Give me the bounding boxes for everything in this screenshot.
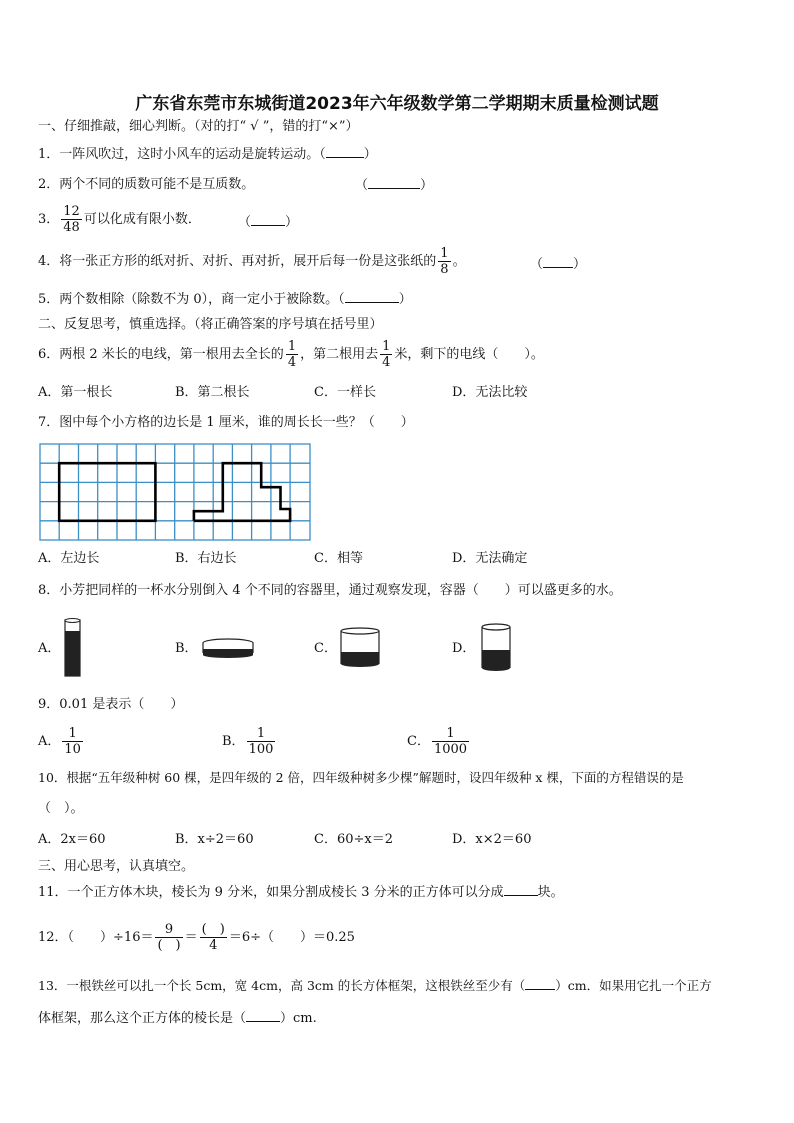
fraction (432, 726, 469, 757)
answer-blank[interactable] (326, 145, 364, 158)
denominator: 8 (440, 262, 449, 277)
question-8-text: 8．小芳把同样的一杯水分别倒入 4 个不同的容器里，通过观察发现，容器（ ）可以盛更多的水。 (38, 583, 622, 598)
question-13-text: 体框架，那么这个正方体的棱长是（ (38, 1011, 247, 1026)
question-10-line-1: 10．根据“五年级种树 60 棵，是四年级的 2 倍，四年级种树多少棵”解题时，设四年级种 x 棵，下面的方程错误的是 (38, 770, 684, 785)
tall-narrow-container-icon (63, 617, 83, 679)
denominator: 4 (382, 355, 391, 370)
denominator: 10 (64, 742, 81, 757)
fraction (200, 922, 227, 953)
question-3-answer (238, 213, 298, 232)
fraction (247, 726, 276, 757)
option-b[interactable]: B．右边长 (175, 551, 237, 566)
question-5 (38, 290, 412, 309)
question-12 (38, 922, 355, 953)
option-a[interactable]: A．第一根长 (38, 385, 113, 400)
question-10-line-2: （ ）。 (38, 801, 84, 816)
option-b[interactable]: B． (175, 641, 198, 656)
question-4-answer (530, 255, 586, 274)
question-3-text: 可以化成有限小数． (83, 212, 201, 227)
question-3 (38, 204, 201, 235)
numerator-blank[interactable]: ( ) (201, 922, 225, 937)
option-b[interactable] (222, 726, 277, 757)
numerator: 1 (432, 726, 469, 742)
fraction (61, 204, 82, 235)
question-13-text: ）cm. (280, 1011, 317, 1026)
option-a[interactable]: A．2x＝60 (38, 832, 106, 847)
option-d[interactable]: D．无法确定 (452, 551, 528, 566)
question-1 (38, 145, 377, 164)
medium-tall-container-icon (478, 622, 514, 674)
section-2-heading: 二、反复思考，慎重选择。（将正确答案的序号填在括号里） (38, 317, 383, 332)
question-6-text: 米，剩下的电线（ ）。 (394, 347, 544, 362)
option-label: A． (38, 734, 61, 749)
fraction (286, 339, 298, 370)
denominator: 4 (287, 355, 297, 370)
option-c[interactable]: C．相等 (314, 551, 363, 566)
option-c[interactable] (407, 726, 471, 757)
paren: （ (238, 215, 252, 230)
grid-lines (40, 444, 310, 540)
question-6 (38, 339, 544, 370)
fraction (155, 922, 182, 953)
option-d[interactable]: D．x×2＝60 (452, 832, 532, 847)
punct: 。 (452, 254, 466, 269)
medium-wide-container-icon (338, 626, 382, 670)
option-d[interactable]: D． (452, 641, 476, 656)
left-rectangle (59, 463, 155, 521)
option-c[interactable]: C． (314, 641, 337, 656)
numerator: 1 (382, 339, 391, 354)
question-4 (38, 246, 466, 277)
denominator: 1000 (433, 742, 468, 757)
numerator: 1 (247, 726, 276, 742)
question-11-text: 11．一个正方体木块，棱长为 9 分米，如果分割成棱长 3 分米的正方体可以分成 (38, 885, 504, 900)
option-label: C． (407, 734, 430, 749)
answer-blank[interactable] (543, 255, 573, 268)
question-13-text: 13．一根铁丝可以扎一个长 5cm，宽 4cm，高 3cm 的长方体框架，这根铁丝至少有（ (38, 978, 526, 993)
paren: ） (573, 257, 587, 272)
paren: ） (420, 178, 434, 193)
answer-blank[interactable] (251, 213, 285, 226)
option-c[interactable]: C．60÷x＝2 (314, 832, 393, 847)
question-5-text: 5．两个数相除（除数不为 0），商一定小于被除数。（ (38, 292, 345, 307)
question-13-line-2 (38, 1009, 317, 1028)
option-label: B． (222, 734, 245, 749)
question-6-text: 6．两根 2 米长的电线，第一根用去全长的 (38, 347, 284, 362)
equals-sign: ＝ (184, 930, 198, 945)
question-13-text: ）cm．如果用它扎一个正方 (555, 978, 712, 993)
numerator: 1 (440, 246, 449, 261)
question-12-text: ＝6÷（ ）＝0.25 (228, 930, 355, 945)
section-3-heading: 三、用心思考，认真填空。 (38, 859, 195, 874)
option-a[interactable] (38, 726, 85, 757)
question-2-answer (355, 176, 433, 195)
answer-blank[interactable] (504, 883, 538, 896)
paren: （ (355, 178, 369, 193)
option-b[interactable]: B．x÷2＝60 (175, 832, 254, 847)
section-1-heading: 一、仔细推敲，细心判断。（对的打“ √ ”，错的打“×”） (38, 119, 359, 134)
option-c[interactable]: C．一样长 (314, 385, 376, 400)
denominator: 100 (248, 742, 274, 757)
question-11-tail: 块。 (537, 885, 564, 900)
paren: ） (363, 147, 377, 162)
question-7-text: 7．图中每个小方格的边长是 1 厘米，谁的周长长一些？（ ） (38, 415, 414, 430)
question-11 (38, 883, 564, 902)
denominator: 48 (63, 220, 80, 235)
right-staircase-shape (194, 463, 290, 521)
denominator: 4 (209, 938, 218, 953)
answer-blank[interactable] (246, 1009, 280, 1022)
option-a[interactable]: A． (38, 641, 61, 656)
paren: ） (285, 215, 299, 230)
option-d[interactable]: D．无法比较 (452, 385, 528, 400)
paren: ） (398, 292, 412, 307)
question-number: 3． (38, 212, 60, 227)
denominator-blank[interactable]: ( ) (157, 938, 181, 953)
fraction (380, 339, 392, 370)
question-4-text: 4．将一张正方形的纸对折、对折、再对折，展开后每一份是这张纸的 (38, 254, 437, 269)
answer-blank[interactable] (368, 176, 420, 189)
fraction (62, 726, 83, 757)
question-13-line-1 (38, 977, 712, 995)
answer-blank[interactable] (525, 977, 555, 990)
numerator: 1 (62, 726, 83, 742)
page-title: 广东省东莞市东城街道2023年六年级数学第二学期期末质量检测试题 (135, 94, 659, 114)
paren: （ (530, 257, 544, 272)
numerator: 1 (287, 339, 297, 354)
question-1-text: 1．一阵风吹过，这时小风车的运动是旋转运动。（ (38, 147, 326, 162)
fraction (438, 246, 450, 277)
grid-figure (39, 443, 311, 541)
numerator: 12 (63, 204, 80, 219)
question-9-text: 9．0.01 是表示（ ） (38, 697, 184, 712)
question-6-text: ，第二根用去 (300, 347, 379, 362)
wide-shallow-container-icon (200, 637, 256, 661)
question-12-text: 12．（ ）÷16＝ (38, 930, 154, 945)
option-a[interactable]: A．左边长 (38, 551, 100, 566)
answer-blank[interactable] (345, 290, 399, 303)
option-b[interactable]: B．第二根长 (175, 385, 250, 400)
numerator: 9 (155, 922, 182, 938)
question-2-text: 2．两个不同的质数可能不是互质数。 (38, 177, 255, 192)
